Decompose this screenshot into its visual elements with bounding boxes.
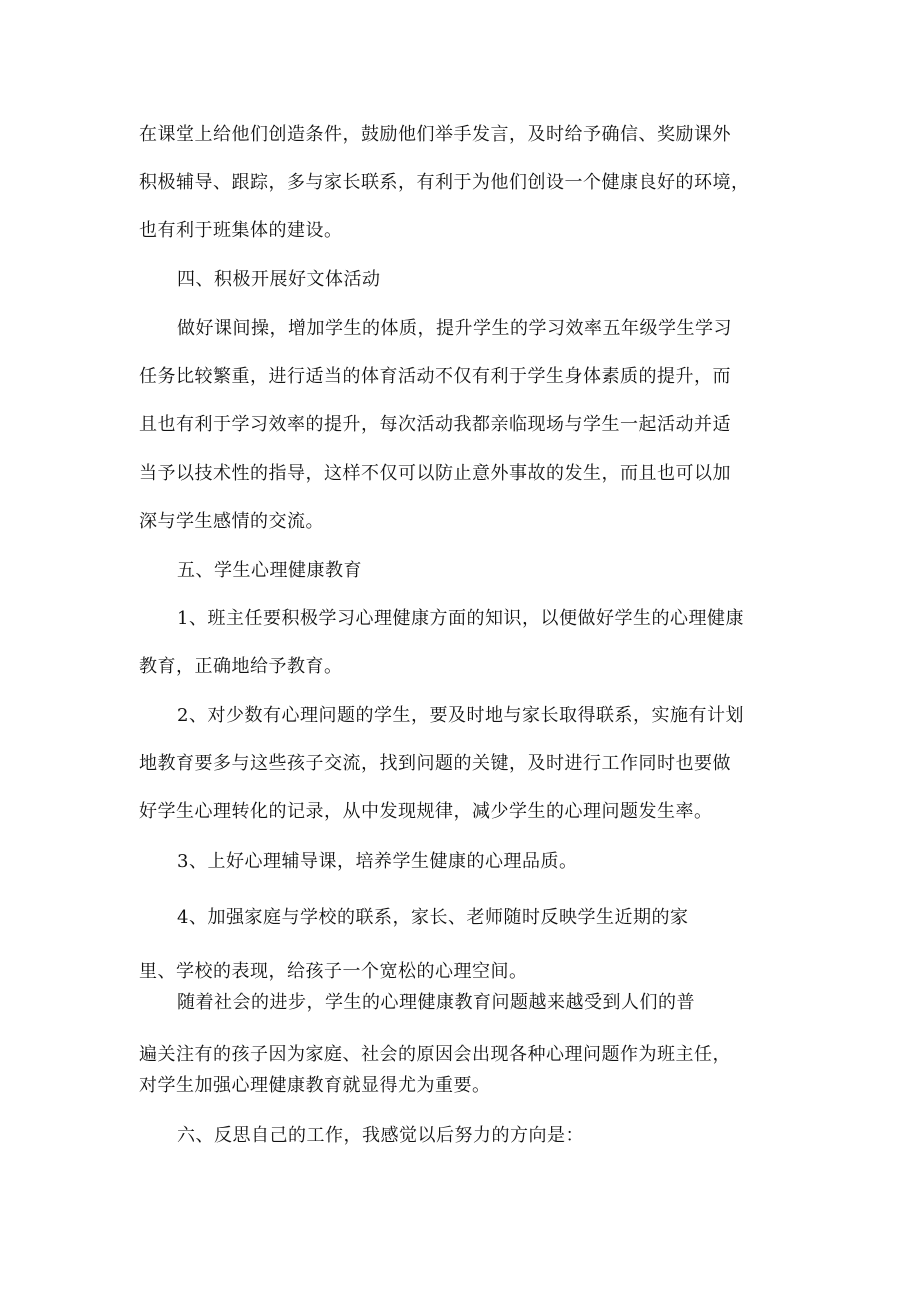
paragraph-line: 在课堂上给他们创造条件，鼓励他们举手发言，及时给予确信、奖励课外 — [139, 124, 731, 145]
paragraph-line: 积极辅导、跟踪，多与家长联系，有利于为他们创设一个健康良好的环境， — [139, 172, 750, 193]
paragraph-line: 做好课间操，增加学生的体质，提升学生的学习效率五年级学生学习 — [177, 318, 732, 339]
paragraph-line: 里、学校的表现，给孩子一个宽松的心理空间。 — [139, 961, 528, 982]
paragraph-line: 好学生心理转化的记录，从中发现规律，减少学生的心理问题发生率。 — [139, 801, 713, 822]
paragraph-line: 且也有利于学习效率的提升，每次活动我都亲临现场与学生一起活动并适 — [139, 414, 731, 435]
paragraph-line: 1、班主任要积极学习心理健康方面的知识，以便做好学生的心理健康 — [177, 608, 744, 629]
section-heading: 四、积极开展好文体活动 — [177, 269, 381, 290]
paragraph-line: 当予以技术性的指导，这样不仅可以防止意外事故的发生，而且也可以加 — [139, 463, 731, 484]
paragraph-line: 对学生加强心理健康教育就显得尤为重要。 — [139, 1075, 491, 1096]
section-heading: 六、反思自己的工作，我感觉以后努力的方向是： — [177, 1125, 584, 1146]
paragraph-line: 任务比较繁重，进行适当的体育活动不仅有利于学生身体素质的提升，而 — [139, 366, 731, 387]
paragraph-line: 地教育要多与这些孩子交流，找到问题的关键，及时进行工作同时也要做 — [139, 753, 731, 774]
paragraph-line: 2、对少数有心理问题的学生，要及时地与家长取得联系，实施有计划 — [177, 705, 744, 726]
paragraph-line: 教育，正确地给予教育。 — [139, 656, 343, 677]
section-heading: 五、学生心理健康教育 — [177, 560, 362, 581]
paragraph-line: 4、加强家庭与学校的联系，家长、老师随时反映学生近期的家 — [177, 907, 689, 928]
paragraph-line: 也有利于班集体的建设。 — [139, 220, 343, 241]
paragraph-line: 3、上好心理辅导课，培养学生健康的心理品质。 — [177, 851, 578, 872]
paragraph-line: 随着社会的进步，学生的心理健康教育问题越来越受到人们的普 — [177, 992, 695, 1013]
paragraph-line: 遍关注有的孩子因为家庭、社会的原因会出现各种心理问题作为班主任， — [139, 1044, 731, 1065]
paragraph-line: 深与学生感情的交流。 — [139, 511, 324, 532]
